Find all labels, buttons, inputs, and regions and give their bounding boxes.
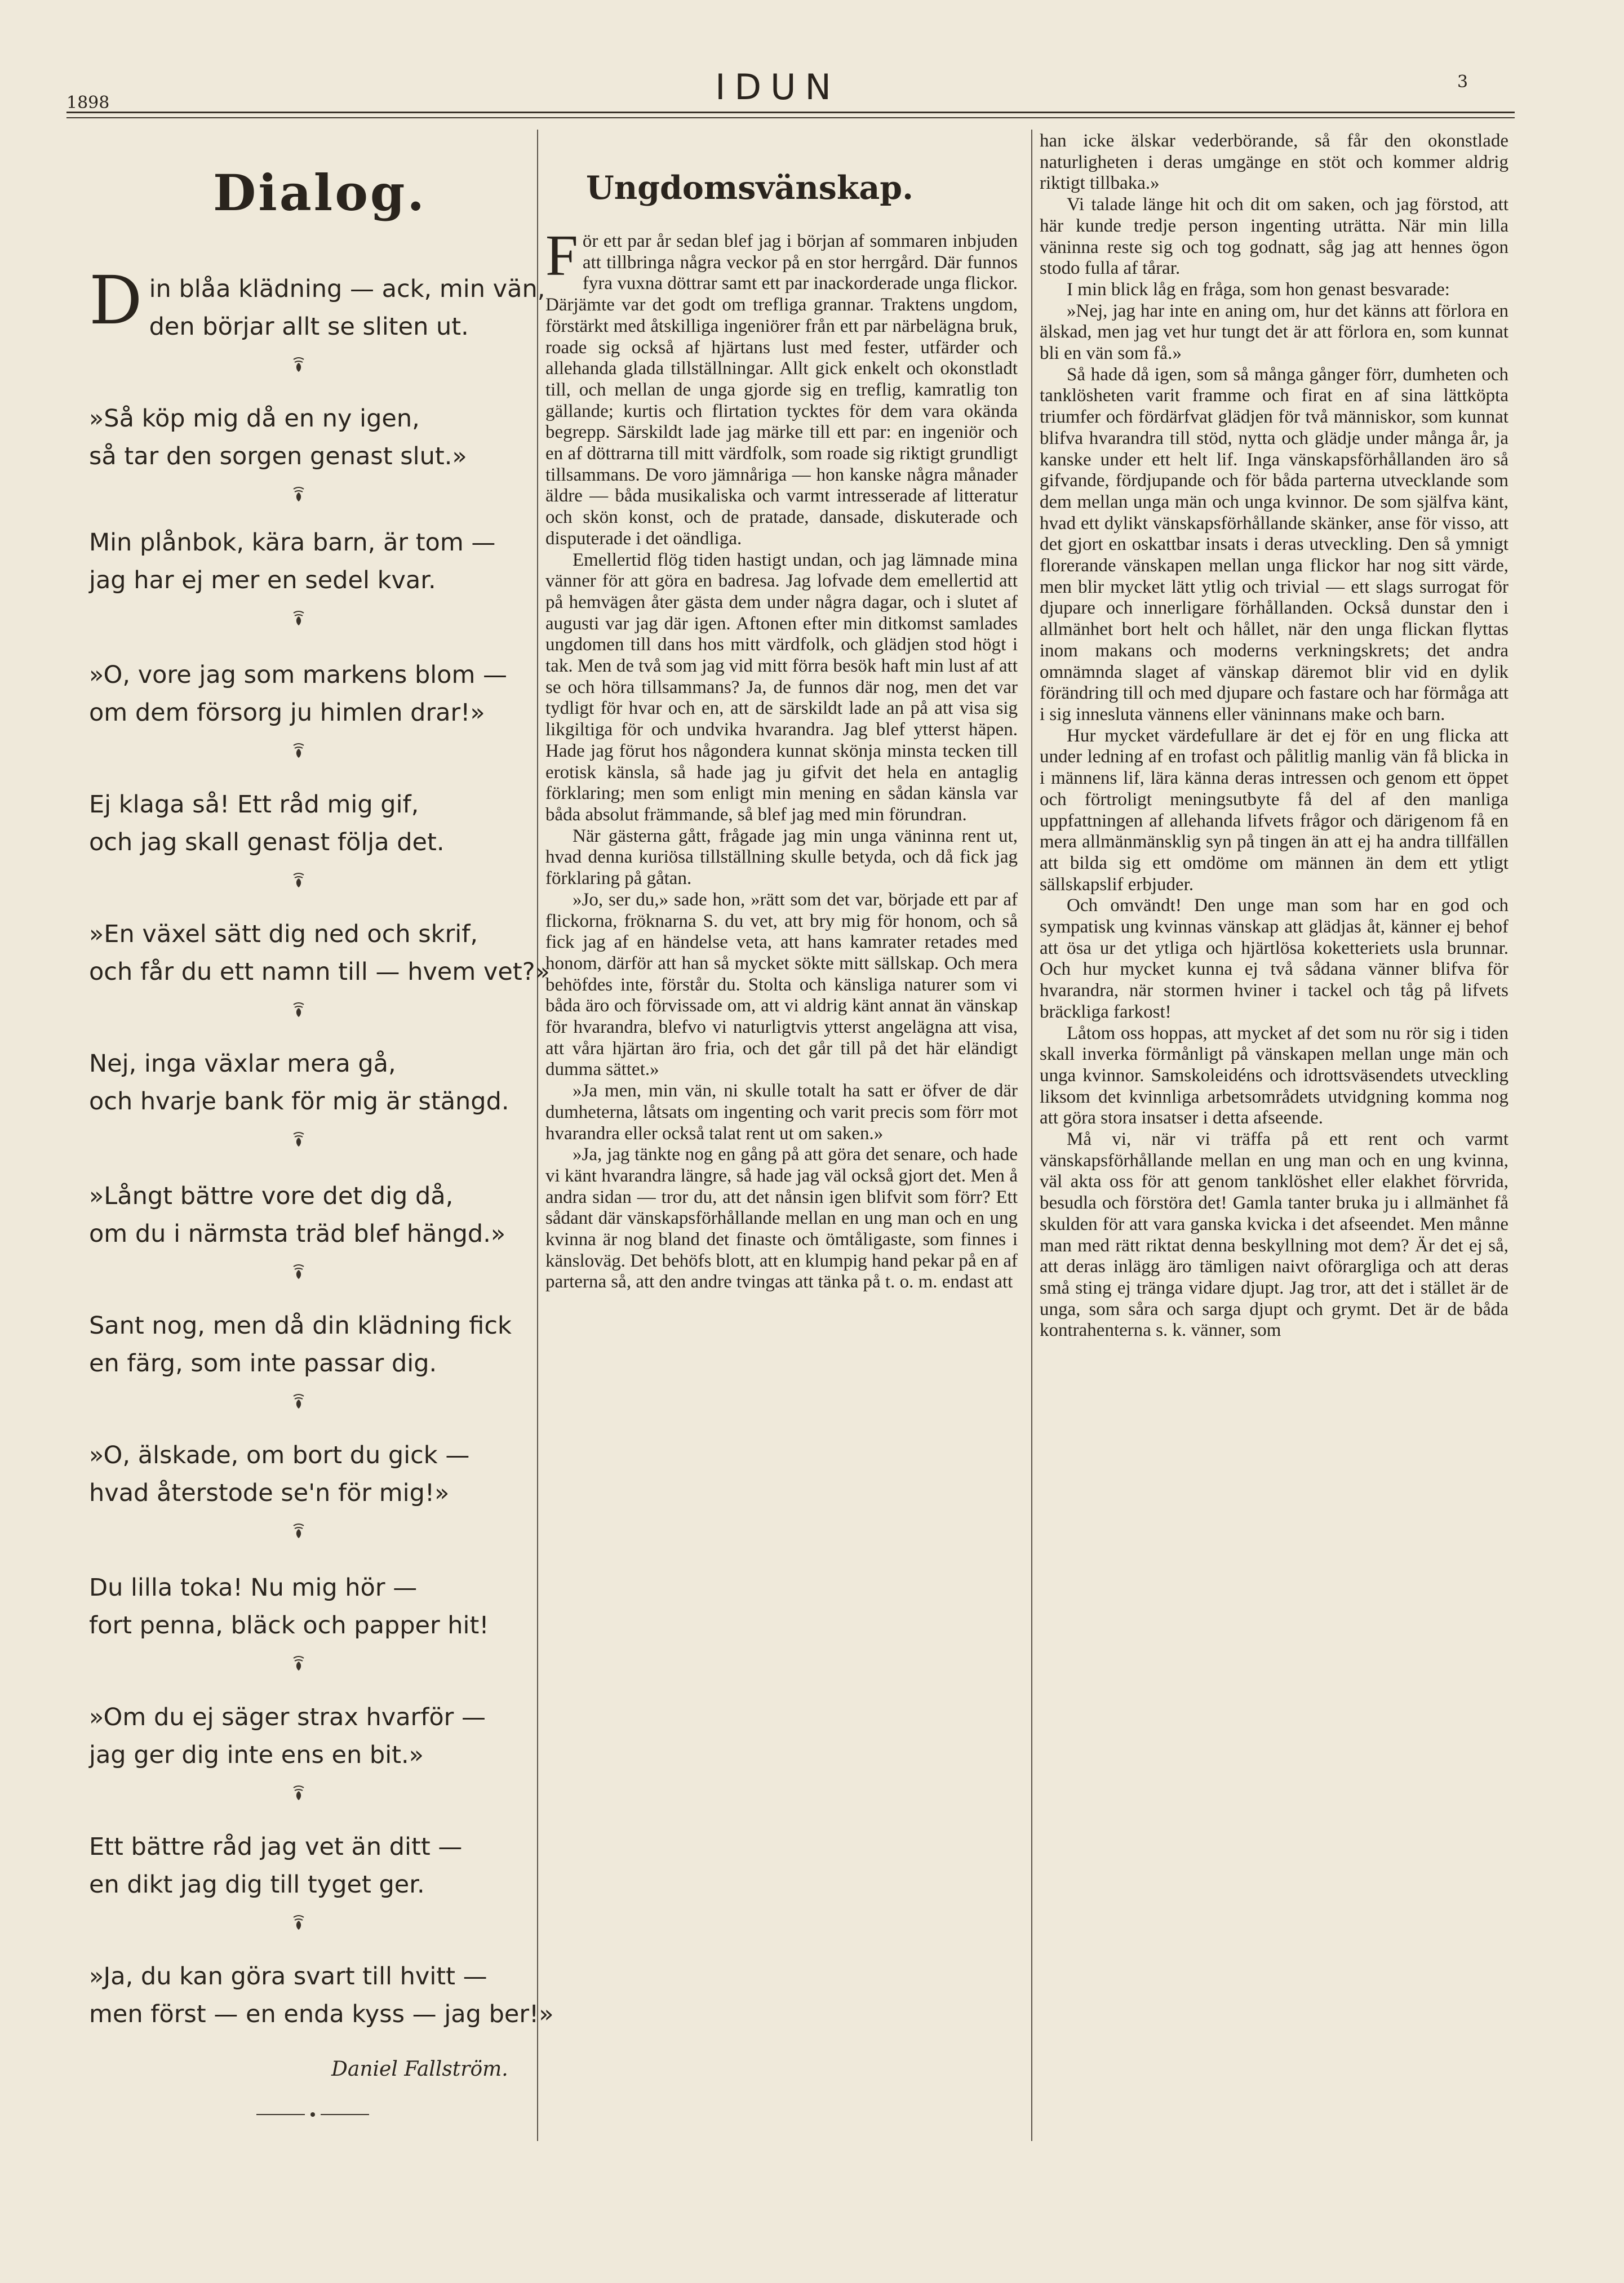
poem-line: jag har ej mer en sedel kvar.	[89, 566, 436, 594]
poem-line: Ett bättre råd jag vet än ditt —	[89, 1833, 463, 1861]
poem-stanza	[89, 1045, 529, 1121]
poem-stanza	[89, 1958, 554, 2033]
poem-line: »En växel sätt dig ned och skrif,	[89, 920, 478, 948]
poem-line: om du i närmsta träd blef hängd.»	[89, 1220, 506, 1248]
poem-line: Nej, inga växlar mera gå,	[89, 1050, 396, 1078]
article-paragraph: »Ja, jag tänkte nog en gång på att göra det senare, och hade vi känt hvarandra längre, så hade jag väl också gjort det. Men å andra sidan — tror du, att det nånsin igen blifvit som förr? Ett sådant där vänskapsförhållande mellan en ung man och en ung kvinna är nog bland det finaste och ömtåligaste, som finnes i känsloväg. Det behöfs blott, att en klumpig hand pekar på en af parterna så, att den andre tvingas att tänka på t. o. m. endast att	[545, 1144, 1018, 1292]
article-paragraph: Låtom oss hoppas, att mycket af det som nu rör sig i tiden skall inverka förmånligt på vänskapen mellan unge män och unga kvinnor. Samskoleidéns och idrottsväsendets utveckling liksom det kvinnliga arbetsområdets utvidgning komma nog att göra stora insatser i detta afseende.	[1040, 1023, 1508, 1129]
article-paragraph: I min blick låg en fråga, som hon genast besvarade:	[1067, 279, 1450, 300]
poem-line: så tar den sorgen genast slut.»	[89, 442, 467, 470]
poem-line: och jag skall genast följa det.	[89, 828, 445, 856]
stanza-ornament-icon	[290, 356, 307, 373]
poem-line: Du lilla toka! Nu mig hör —	[89, 1574, 418, 1602]
article-paragraph: ör ett par år sedan blef jag i början af sommaren inbjuden att tillbringa några veckor på en stor herrgård. Där funnos fyra vuxna döttrar samt ett par inackorderade unga flickor. Därjämte var det godt om trefliga grannar. Traktens ungdom, förstärkt med åtskilliga ingeniörer från ett par närbelägna bruk, roade sig också af hjärtans lust med fester, utfärder och allehanda glada tillställningar. Allt gick enkelt och okonstladt till, och mellan de unga gjorde sig en treflig, kamratlig ton gällande; kurtis och flirtation tycktes för dem vara okända begrepp. Särskildt lade jag märke till ett par: en ingeniör och en af döttrarna till mitt värdfolk, som roade sig riktigt grundligt tillsammans. De voro jämnåriga — hon kanske några månader äldre — båda musikaliska och varmt intresserade af litteratur och skön konst, och de pratade, dansade, diskuterade och disputerade i det oändliga.	[545, 231, 1018, 549]
stanza-ornament-icon	[290, 1655, 307, 1672]
poem-line: Sant nog, men då din klädning fick	[89, 1312, 512, 1340]
poem-signature: Daniel Fallström.	[331, 2058, 508, 2081]
poem-stanza	[89, 1437, 529, 1512]
article-dropcap: F	[545, 223, 578, 288]
article-paragraph: »Ja men, min vän, ni skulle totalt ha satt er öfver de där dumheterna, låtsats om ingenting och varit precis som förr mot hvarandra eller också talat rent ut om saken.»	[545, 1081, 1018, 1144]
poem-stanza	[89, 1699, 529, 1774]
header-rule-thin	[66, 117, 1515, 118]
poem-line: en dikt jag dig till tyget ger.	[89, 1871, 425, 1899]
header-year: 1898	[66, 93, 110, 113]
article-paragraph: »Jo, ser du,» sade hon, »rätt som det var, började ett par af flickorna, fröknarna S. du vet, att bry mig för honom, och så fick jag af en händelse veta, att hans kamrater retades med honom, därför att han så mycket sökte mitt sällskap. Och mera behöfdes inte, förstår du. Stolta och känsliga naturer som vi båda äro och förvissade om, att vi aldrig känt annat än vänskap för hvarandra, blefvo vi naturligtvis ytterst angelägna att visa, att våra hjärtan äro fria, och det går till på det här eländigt dumma sättet.»	[545, 889, 1018, 1080]
poem-dropcap: D	[89, 261, 143, 339]
poem-line: »Så köp mig då en ny igen,	[89, 405, 420, 433]
poem-line: men först — en enda kyss — jag ber!»	[89, 2000, 554, 2028]
stanza-ornament-icon	[290, 1131, 307, 1148]
masthead-title: IDUN	[715, 66, 840, 108]
article-paragraph: han icke älskar vederbörande, så får den okonstlade naturligheten i deras umgänge en stöt och kommer aldrig riktigt tillbaka.»	[1040, 131, 1508, 194]
poem-stanza	[89, 1828, 529, 1904]
poem-line: in blåa klädning — ack, min vän,	[149, 275, 545, 303]
stanza-ornament-icon	[290, 742, 307, 759]
stanza-ornament-icon	[290, 872, 307, 889]
article-paragraph: Och omvändt! Den unge man som har en god och sympatisk ung kvinnas vänskap att glädjas åt, känner ej behof att ösa ur det ytliga och hjärtlösa koketteriets usla brunnar. Och hur mycket kunna ej två sådana vänner blifva för hvarandra, när stormen hviner i tackel och tåg på lifvets bräckliga farkost!	[1040, 895, 1508, 1022]
poem-stanza	[89, 1569, 529, 1645]
poem-line: en färg, som inte passar dig.	[89, 1349, 437, 1378]
poem-line: Min plånbok, kära barn, är tom —	[89, 528, 496, 557]
stanza-ornament-icon	[290, 486, 307, 503]
poem-stanza	[89, 1178, 529, 1253]
poem-line: fort penna, bläck och papper hit!	[89, 1611, 489, 1640]
poem-line: »O, vore jag som markens blom —	[89, 661, 508, 689]
page-number: 3	[1457, 72, 1468, 92]
end-ornament	[256, 2112, 369, 2117]
poem-line: och hvarje bank för mig är stängd.	[89, 1087, 509, 1116]
article-paragraph: Hur mycket värdefullare är det ej för en ung flicka att under ledning af en trofast och pålitlig manlig vän få blicka in i männens lif, lära känna deras intressen och genom ett öppet och förtroligt meningsutbyte få del af den manliga uppfattningen af allehanda lifvets frågor och därigenom få en mera allmänmänsklig syn på tingen än att ej ha andra tillfällen att bilda sig ett omdöme om männen än dem ett ytligt sällskapslif erbjuder.	[1040, 725, 1508, 895]
poem-line: »Om du ej säger strax hvarför —	[89, 1703, 486, 1731]
poem-stanza	[89, 261, 545, 346]
article-paragraph: Emellertid flög tiden hastigt undan, och jag lämnade mina vänner för att göra en badresa. Jag lofvade dem emellertid att på hemvägen åter gästa dem under några dagar, och i slutet af augusti var jag där igen. Aftonen efter min ditkomst samlades ungdomen till dans hos mitt värdfolk, och glädjen stod högt i tak. Men de två som jag vid mitt förra besök haft min lust af att se och höra tillsammans? Ja, de funnos där nog, men det var tydligt för hvar och en, att de särskildt lade an på att visa sig likgiltiga för och undvika hvarandra. Jag blef ytterst häpen. Hade jag förut hos någondera kunnat skönja minsta tecken till erotisk känsla, så hade jag ju gifvit det hela en antaglig förklaring; men som enligt min mening en sådan känsla var båda absolut främmande, så blef jag med min förundran.	[545, 549, 1018, 825]
poem-stanza	[89, 916, 550, 991]
stanza-ornament-icon	[290, 1001, 307, 1018]
poem-line: Ej klaga så! Ett råd mig gif,	[89, 790, 419, 819]
stanza-ornament-icon	[290, 1522, 307, 1539]
poem-line: jag ger dig inte ens en bit.»	[89, 1741, 424, 1769]
article-paragraph: Vi talade länge hit och dit om saken, och jag förstod, att här kunde tredje person ingenting uträtta. När min lilla väninna reste sig och tog godnatt, såg jag att hennes ögon stodo fulla af tårar.	[1040, 194, 1508, 279]
article-column-2	[1040, 131, 1508, 1342]
column-divider-right	[1031, 130, 1032, 2141]
poem-stanza	[89, 786, 529, 861]
poem-stanza	[89, 1307, 529, 1383]
column-divider-left	[537, 130, 538, 2141]
poem-line: »O, älskade, om bort du gick —	[89, 1441, 470, 1469]
stanza-ornament-icon	[290, 1784, 307, 1801]
article-paragraph: »Nej, jag har inte en aning om, hur det känns att förlora en älskad, men jag vet hur tungt det är att förlora en, som kunnat bli en vän som få.»	[1040, 300, 1508, 364]
poem-stanza	[89, 656, 529, 732]
poem-line: hvad återstode se'n för mig!»	[89, 1479, 450, 1507]
article-title: Ungdomsvänskap.	[586, 169, 913, 207]
poem-stanza	[89, 400, 529, 476]
stanza-ornament-icon	[290, 1263, 307, 1280]
poem-line: om dem försorg ju himlen drar!»	[89, 699, 485, 727]
article-paragraph: Må vi, när vi träffa på ett rent och varmt vänskapsförhållande mellan en ung man och en ung kvinna, väl akta oss för att genom tanklöshet eller elakhet förvrida, besudla och förstöra det! Gamla tanter bruka ju i allmänhet få skulden för att vara ganska kvicka i det afseendet. Men månne man med rätt riktat denna beskyllning mot dem? Är det ej så, att deras inlägg äro tämligen naivt oförargliga och att deras små sting ej tränga vidare djupt. Jag tror, att det i stället är de unga, som såra och sarga djupt och grymt. Det är de båda kontrahenterna s. k. vänner, som	[1040, 1129, 1508, 1341]
stanza-ornament-icon	[290, 1393, 307, 1410]
article-paragraph: Så hade då igen, som så många gånger förr, dumheten och tanklösheten varit framme och firat en af sina lättköpta triumfer och fördärfvat glädjen för två människor, som kunnat blifva hvarandra till stöd, nytta och glädje under många år, ja kanske under ett helt lif. Inga vänskapsförhållanden äro så gifvande, fördjupande och för båda parterna utvecklande som dem mellan unga män och unga kvinnor. De som själfva känt, hvad ett dylikt vänskapsförhållande skänker, anse för visso, att det gjort en oskattbar insats i deras utveckling. Den så ymnigt florerande vänskapen mellan unga flickor har nog sitt värde, men blir mycket lätt ytlig och trivial — ett slags surrogat för djupare och innerligare förhållanden. Också dunstar den i allmänhet bort helt och hållet, när den unga flickan flyttas inom makans och moderns verkningskrets; det andra omnämnda slaget af vänskap däremot blir vid en dylik förändring till och med djupare och fastare och har förmåga att i sig innesluta vännens eller väninnans make och barn.	[1040, 364, 1508, 725]
poem-stanza	[89, 524, 529, 599]
poem-line: »Långt bättre vore det dig då,	[89, 1182, 454, 1210]
poem-title: Dialog.	[213, 163, 427, 222]
poem-line: den börjar allt se sliten ut.	[149, 313, 469, 341]
poem-line: och får du ett namn till — hvem vet?»	[89, 958, 550, 986]
article-paragraph: När gästerna gått, frågade jag min unga väninna rent ut, hvad denna kuriösa tillställning skulle betyda, och då fick jag förklaring på gåtan.	[545, 825, 1018, 889]
poem-line: »Ja, du kan göra svart till hvitt —	[89, 1962, 487, 1991]
article-column-1	[545, 223, 1018, 1293]
stanza-ornament-icon	[290, 610, 307, 627]
stanza-ornament-icon	[290, 1914, 307, 1931]
header-rule	[66, 112, 1515, 113]
